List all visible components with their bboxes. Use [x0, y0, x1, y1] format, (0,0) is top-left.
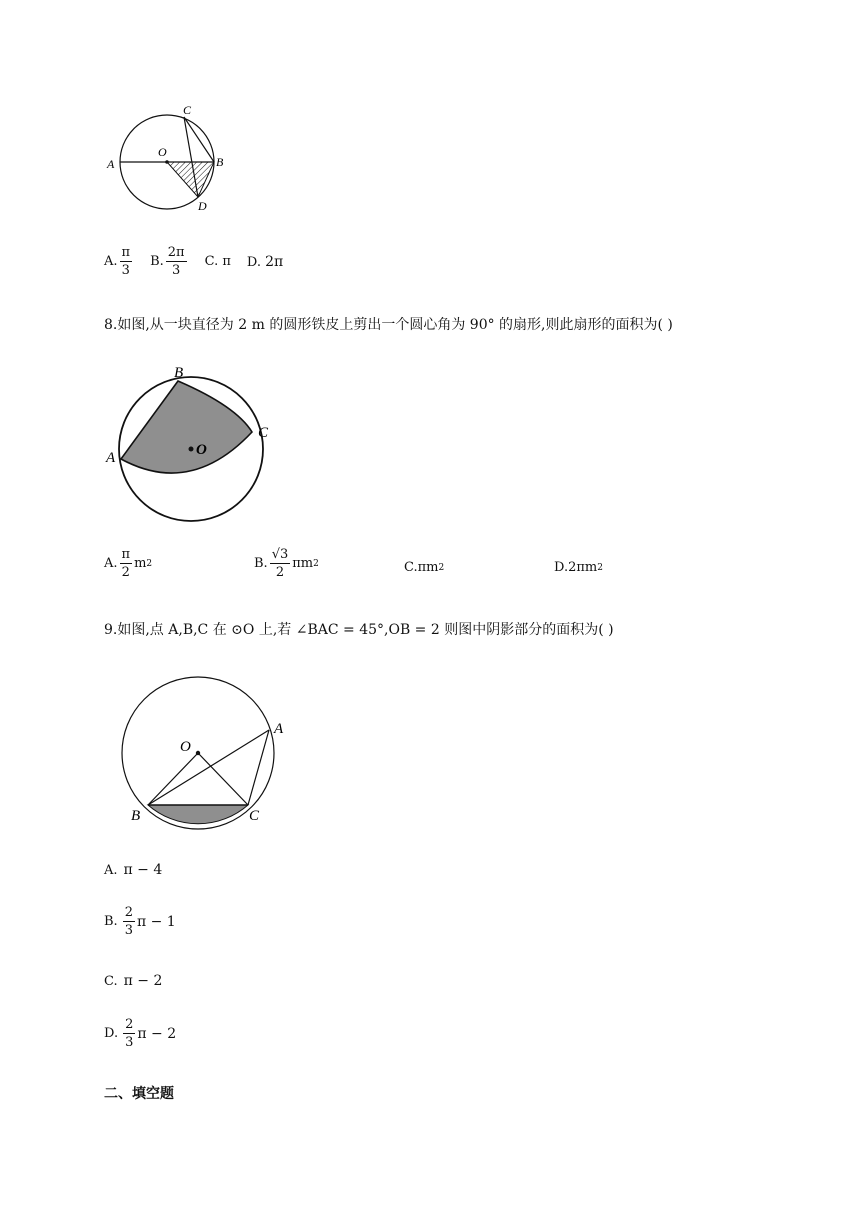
q9-label-o: O: [180, 739, 191, 755]
q9-option-a[interactable]: A. π − 4: [104, 862, 163, 878]
q7-figure: [100, 100, 240, 220]
q7-label-c: C: [183, 103, 192, 117]
section-heading: 二、填空题: [104, 1086, 174, 1102]
q8-figure: [100, 362, 290, 527]
q8-stem: 8.如图,从一块直径为 2 m 的圆形铁皮上剪出一个圆心角为 90° 的扇形,则此扇形的面积为( ): [104, 317, 673, 333]
q8-label-o: O: [196, 442, 207, 458]
q8-label-c: C: [258, 425, 269, 441]
q7-option-b[interactable]: B. $\frac{2\pi}{3}$: [150, 245, 185, 278]
q8-option-a[interactable]: A. $\frac{\pi}{2}$ m 2: [104, 547, 153, 580]
q7-hatched-region: [167, 162, 214, 197]
q7-label-a: A: [107, 157, 115, 171]
q9-option-b[interactable]: B. $\frac{2}{3}$ π − 1: [104, 905, 176, 938]
q9-center-dot: [196, 751, 200, 755]
q9-option-d[interactable]: D. $\frac{2}{3}$ π − 2: [104, 1017, 177, 1050]
q7-label-o: O: [158, 145, 167, 159]
q9-stem: 9.如图,点 A,B,C 在 ⊙O 上,若 ∠BAC = 45°,OB = 2 则图中阴影部分的面积为( ): [104, 622, 614, 638]
q7-label-b: B: [216, 155, 224, 169]
q7-options: [104, 246, 283, 277]
q8-option-d[interactable]: D. 2πm 2: [554, 560, 603, 575]
q9-option-c[interactable]: C. π − 2: [104, 973, 163, 989]
q8-label-a: A: [106, 450, 116, 466]
q9-label-b: B: [131, 808, 141, 824]
q7-label-d: D: [198, 199, 207, 213]
q8-label-b: B: [174, 365, 184, 381]
q8-center-dot: [189, 447, 194, 452]
q8-option-c[interactable]: C. πm 2: [404, 560, 445, 575]
q9-label-c: C: [249, 808, 260, 824]
q9-radius-oc: [198, 753, 248, 805]
q9-label-a: A: [274, 721, 284, 737]
q7-option-a[interactable]: A. $\frac{\pi}{3}$: [104, 245, 131, 278]
q7-center-dot: [165, 160, 169, 164]
q9-figure: [120, 670, 300, 830]
q8-option-b[interactable]: B. $\frac{√3}{2}$ πm 2: [254, 547, 319, 580]
q8-sector: [121, 381, 252, 473]
q7-option-c[interactable]: C. π: [204, 254, 231, 269]
q7-option-d[interactable]: D. 2π: [246, 253, 284, 270]
